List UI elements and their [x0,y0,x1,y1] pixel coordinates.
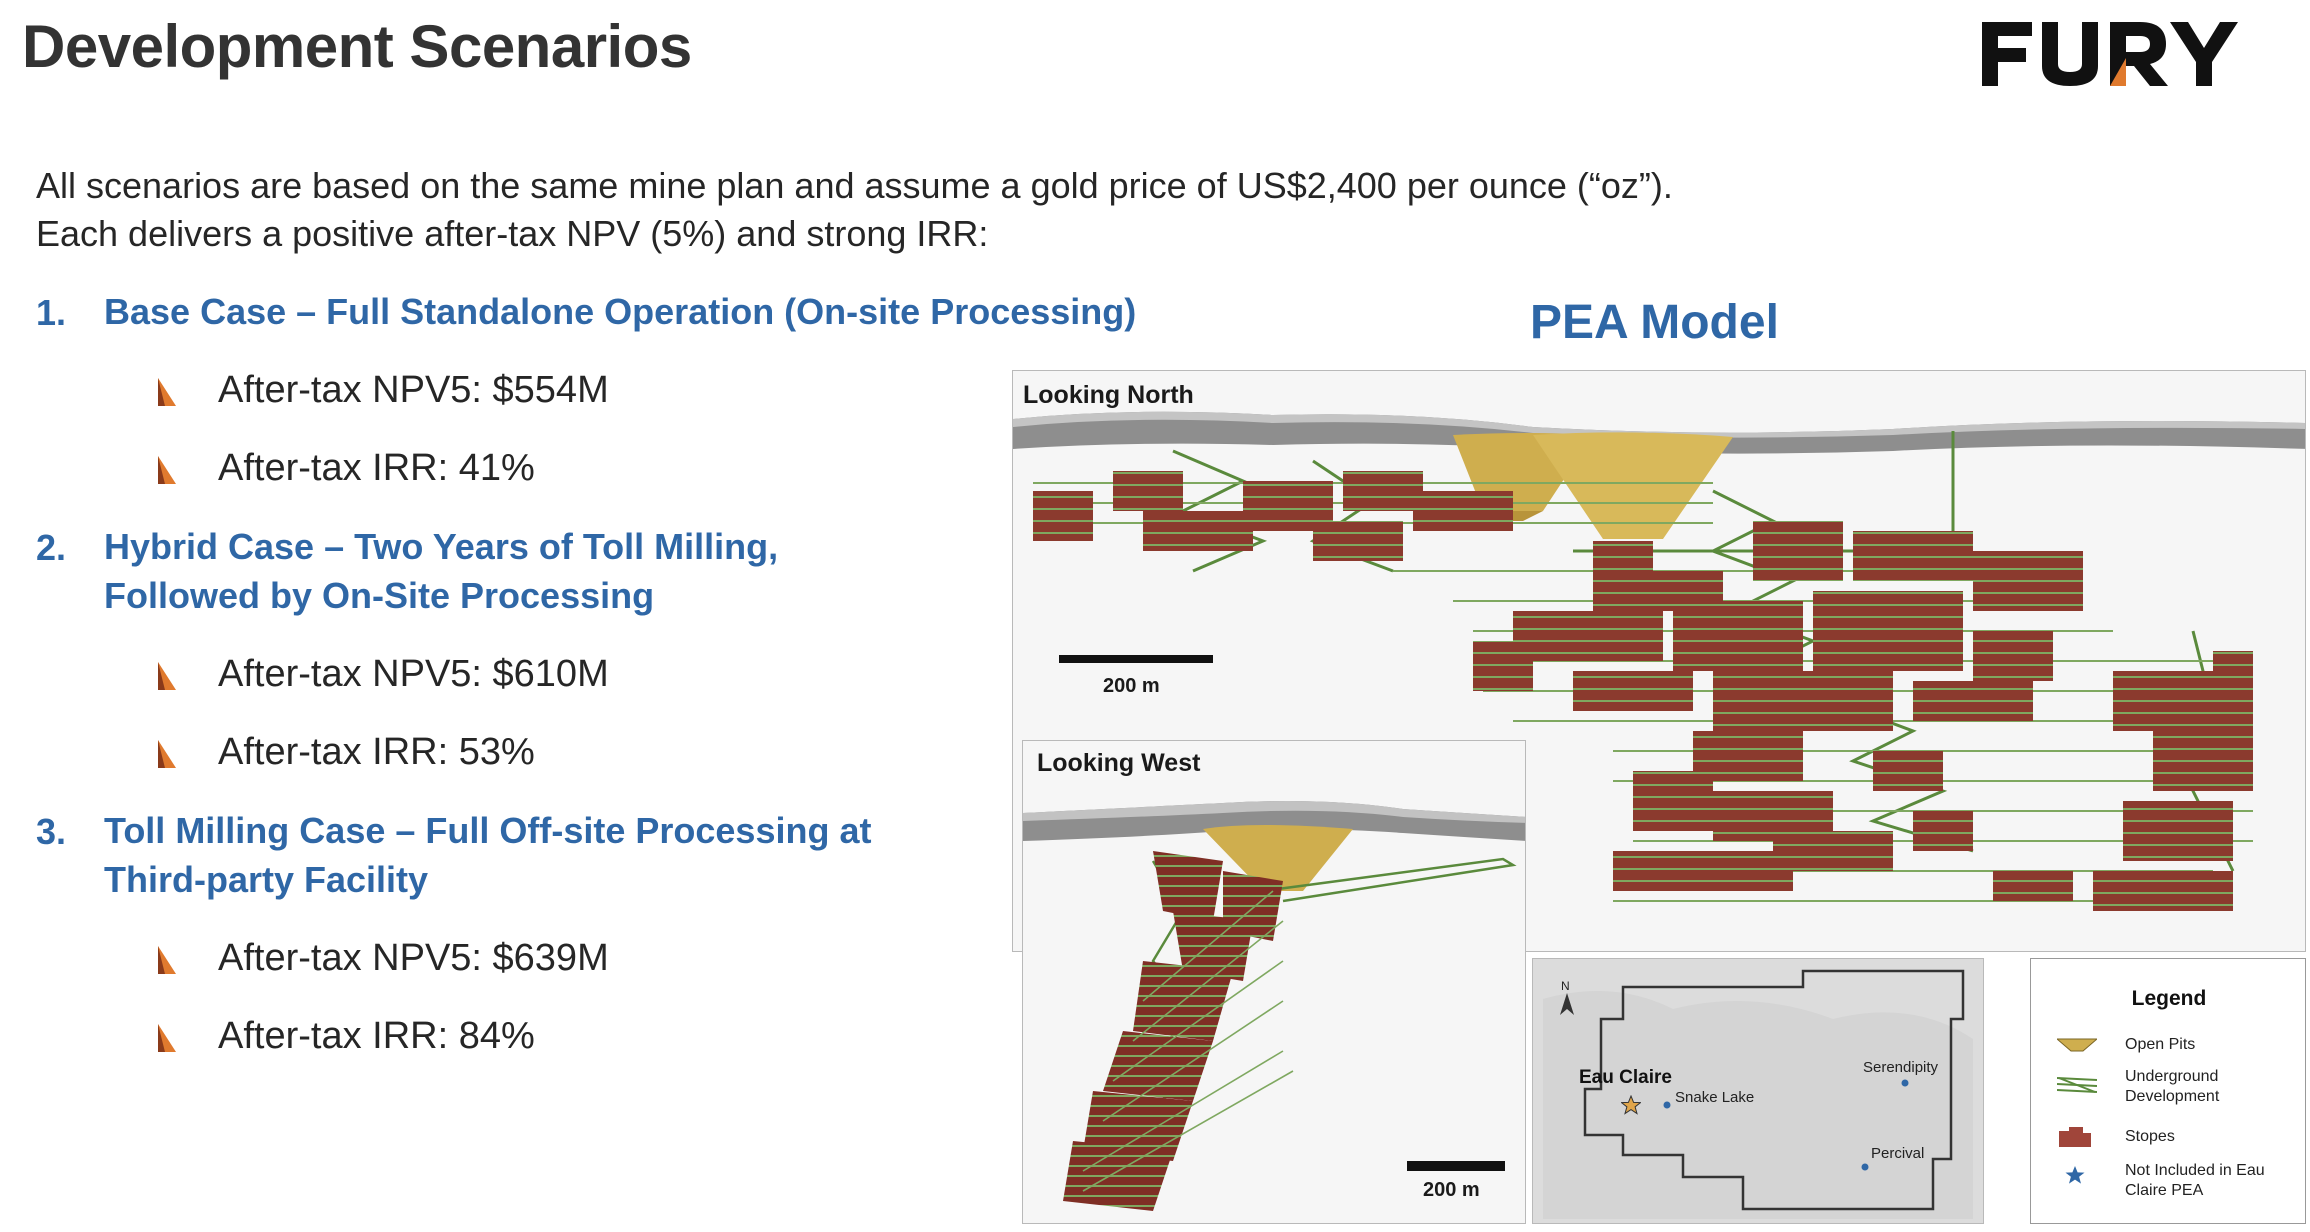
snake-lake-point-icon [1663,1101,1671,1109]
case-1-npv: After-tax NPV5: $554M [218,369,609,411]
case-2-number: 2. [36,527,67,568]
legend-open-pits: Open Pits [2125,1036,2196,1053]
case-3-irr: After-tax IRR: 84% [218,1015,535,1057]
star-icon [2065,1165,2085,1185]
claim-boundary [1533,959,1984,1224]
fury-logo [1980,18,2242,88]
scale-label-north: 200 m [1103,675,1160,697]
page-title: Development Scenarios [22,13,692,80]
underground-development-icon [2057,1075,2097,1097]
case-3-npv: After-tax NPV5: $639M [218,937,609,979]
looking-west-diagram [1023,741,1526,1224]
legend-not-included: Not Included in Eau Claire PEA [2125,1162,2265,1199]
scale-bar-north [1059,655,1213,663]
north-arrow-icon [1559,993,1575,1015]
intro-line-1: All scenarios are based on the same mine plan and assume a gold price of US$2,400 per ounce (“oz”). [36,165,1673,206]
stopes-icon [2057,1125,2093,1147]
looking-west-label: Looking West [1037,749,1201,777]
case-2-title-line-2: Followed by On-Site Processing [104,575,655,616]
map-label-eau-claire: Eau Claire [1579,1067,1672,1088]
case-3-title-line-2: Third-party Facility [104,859,429,900]
bullet-arrow-icon [156,946,178,974]
case-2-irr: After-tax IRR: 53% [218,731,535,773]
eau-claire-star-icon [1621,1095,1641,1115]
case-3-title-line-1: Toll Milling Case – Full Off-site Processing at [104,810,872,851]
legend-panel [2030,958,2306,1224]
bullet-arrow-icon [156,456,178,484]
north-arrow-label: N [1561,979,1570,993]
looking-north-label: Looking North [1023,381,1194,409]
location-map [1532,958,1984,1224]
looking-west-panel [1022,740,1526,1224]
legend-title: Legend [2131,987,2207,1010]
map-label-snake-lake: Snake Lake [1675,1089,1755,1106]
case-1-number: 1. [36,292,67,333]
case-1-irr: After-tax IRR: 41% [218,447,535,489]
percival-point-icon [1861,1163,1869,1171]
map-label-serendipity: Serendipity [1863,1059,1939,1076]
legend-underground-development: Underground Development [2125,1068,2220,1105]
bullet-arrow-icon [156,662,178,690]
map-label-percival: Percival [1871,1145,1925,1162]
open-pit-icon [2057,1037,2097,1053]
pea-model-title: PEA Model [1530,296,1779,349]
bullet-arrow-icon [156,1024,178,1052]
bullet-arrow-icon [156,378,178,406]
serendipity-point-icon [1901,1079,1909,1087]
case-3-number: 3. [36,811,67,852]
case-2-npv: After-tax NPV5: $610M [218,653,609,695]
case-2-title-line-1: Hybrid Case – Two Years of Toll Milling, [104,526,779,567]
scale-bar-west [1407,1161,1505,1171]
legend-stopes: Stopes [2125,1128,2175,1145]
intro-line-2: Each delivers a positive after-tax NPV (5%) and strong IRR: [36,213,989,254]
case-1-title: Base Case – Full Standalone Operation (On-site Processing) [104,291,1137,332]
scale-label-west: 200 m [1423,1179,1480,1201]
bullet-arrow-icon [156,740,178,768]
